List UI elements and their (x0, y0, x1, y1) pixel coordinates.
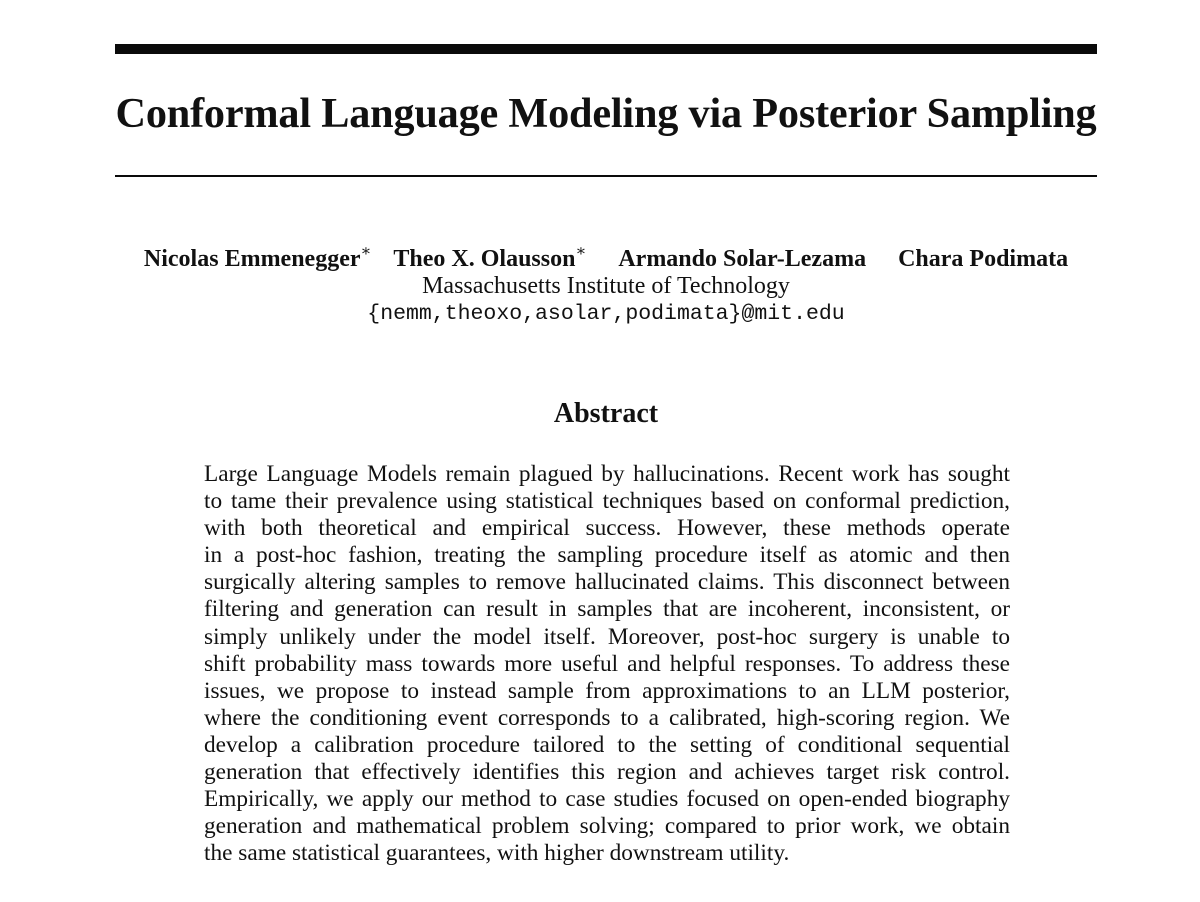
abstract-body (204, 461, 1010, 867)
abstract-line: generation and mathematical problem solving; compared to prior work, we obtain (204, 813, 1010, 840)
abstract-line: filtering and generation can result in samples that are incoherent, inconsistent, or (204, 596, 1010, 623)
abstract-line: to tame their prevalence using statistical techniques based on conformal prediction, (204, 488, 1010, 515)
abstract-line: where the conditioning event corresponds to a calibrated, high-scoring region. We (204, 704, 1010, 731)
abstract-line: Large Language Models remain plagued by hallucinations. Recent work has sought (204, 461, 1010, 487)
author-name: Theo X. Olausson (393, 246, 576, 272)
abstract-line: with both theoretical and empirical success. However, these methods operate (204, 515, 1010, 542)
author-name: Armando Solar-Lezama (618, 246, 867, 272)
abstract-line: in a post-hoc fashion, treating the sampling procedure itself as atomic and then (204, 542, 1010, 569)
abstract-line: simply unlikely under the model itself. Moreover, post-hoc surgery is unable to (204, 623, 1010, 650)
abstract-line: generation that effectively identifies this region and achieves target risk control. (204, 759, 1010, 786)
abstract-line: surgically altering samples to remove hallucinated claims. This disconnect between (204, 569, 1010, 596)
abstract-line: develop a calibration procedure tailored to the setting of conditional sequential (204, 731, 1010, 758)
abstract-heading: Abstract (553, 398, 659, 429)
title-top-rule (115, 44, 1097, 54)
abstract-line: shift probability mass towards more useful and helpful responses. To address these (204, 650, 1010, 677)
equal-contribution-mark: ∗ (360, 243, 372, 260)
title-bottom-rule (115, 175, 1097, 177)
author-affiliation: Massachusetts Institute of Technology (422, 273, 790, 299)
author-name: Nicolas Emmenegger (143, 246, 361, 272)
abstract-line: the same statistical guarantees, with higher downstream utility. (204, 840, 790, 867)
author-name: Chara Podimata (898, 246, 1069, 272)
paper-title: Conformal Language Modeling via Posterior Sampling (115, 90, 1097, 137)
abstract-line: issues, we propose to instead sample from approximations to an LLM posterior, (204, 677, 1010, 704)
author-emails: {nemm,theoxo,asolar,podimata}@mit.edu (367, 302, 845, 326)
equal-contribution-mark: ∗ (575, 243, 587, 260)
abstract-line: Empirically, we apply our method to case studies focused on open-ended biography (204, 786, 1010, 813)
